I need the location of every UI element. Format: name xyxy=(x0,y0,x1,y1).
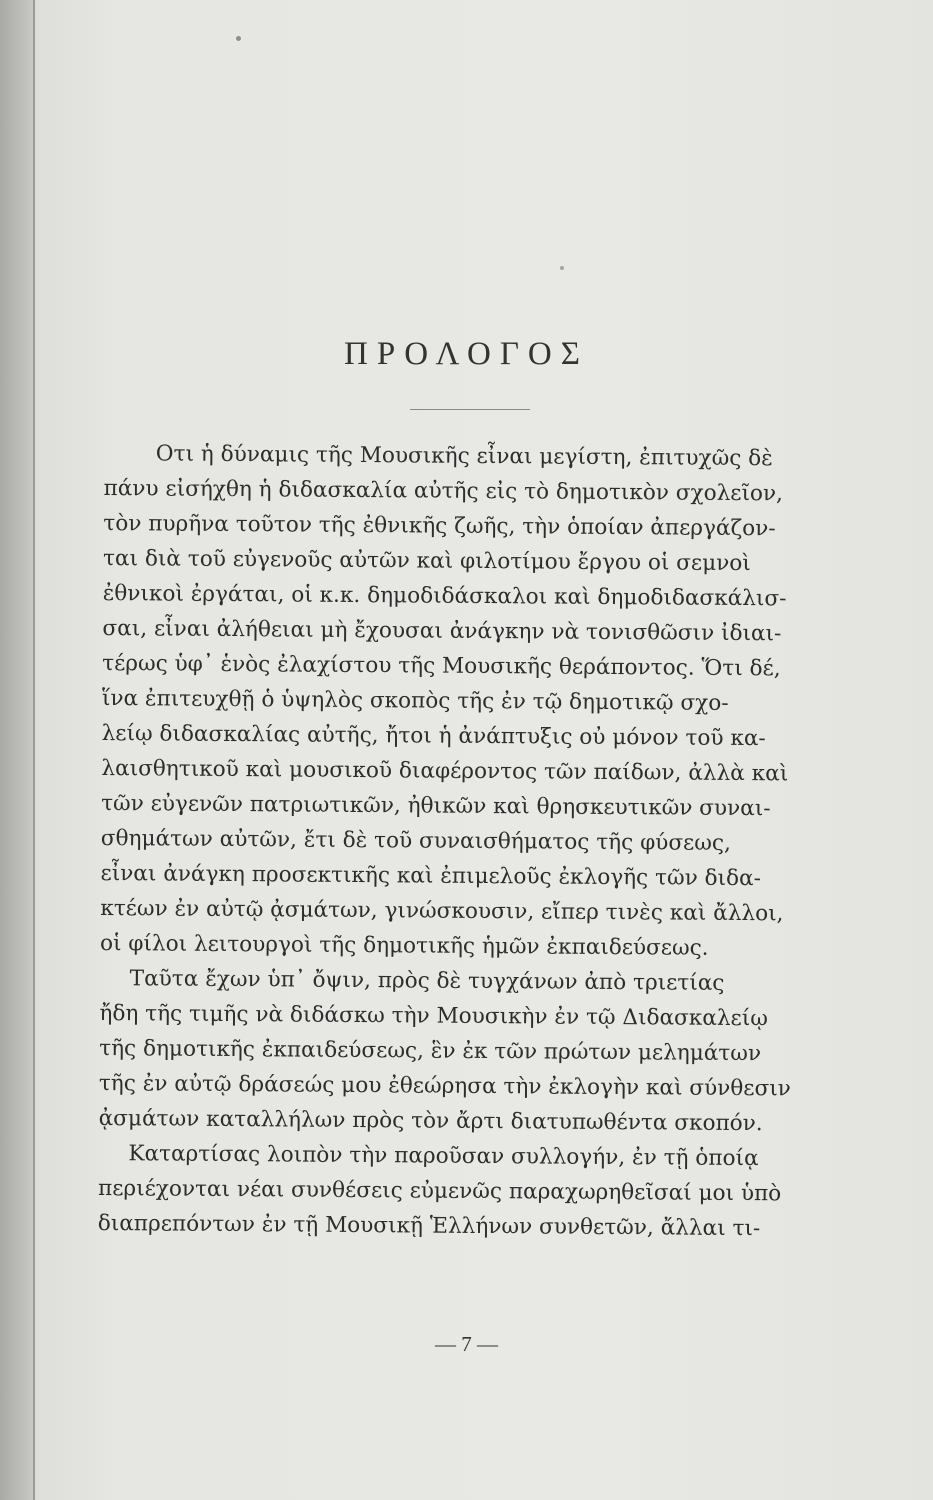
text-line: τῆς ἐν αὐτῷ δράσεώς μου ἐθεώρησα τὴν ἐκλογὴν καὶ σύνθεσιν xyxy=(98,1070,791,1102)
text-line: σαι, εἶναι ἀλήθειαι μὴ ἔχουσαι ἀνάγκην νὰ τονισθῶσιν ἰδιαι- xyxy=(102,615,782,647)
paper-speck xyxy=(236,36,241,41)
text-line: ἐθνικοὶ ἐργάται, οἱ κ.κ. δημοδιδάσκαλοι καὶ δημοδιδασκάλισ- xyxy=(102,580,787,612)
page-number: — 7 — xyxy=(435,1332,498,1356)
text-line: ᾀσμάτων καταλλήλων πρὸς τὸν ἄρτι διατυπωθέντα σκοπόν. xyxy=(98,1105,763,1137)
paper-speck xyxy=(560,266,564,270)
text-line: τῶν εὐγενῶν πατριωτικῶν, ἠθικῶν καὶ θρησκευτικῶν συναι- xyxy=(101,790,771,822)
text-line: σθημάτων αὐτῶν, ἔτι δὲ τοῦ συναισθήματος τῆς φύσεως, xyxy=(100,825,731,856)
text-line: πάνυ εἰσήχθη ἡ διδασκαλία αὐτῆς εἰς τὸ δημοτικὸν σχολεῖον, xyxy=(103,475,784,507)
text-line: Ταῦτα ἔχων ὑπ᾽ ὄψιν, πρὸς δὲ τυγχάνων ἀπὸ τριετίας xyxy=(129,966,725,996)
text-line: ται διὰ τοῦ εὐγενοῦς αὐτῶν καὶ φιλοτίμου ἔργου οἱ σεμνοὶ xyxy=(102,545,751,577)
text-line: διαπρεπόντων ἐν τῇ Μουσικῇ Ἑλλήνων συνθετῶν, ἄλλαι τι- xyxy=(97,1210,761,1242)
text-line: Καταρτίσας λοιπὸν τὴν παροῦσαν συλλογήν, ἐν τῇ ὁποίᾳ xyxy=(128,1141,759,1172)
text-line: τέρως ὑφ᾽ ἑνὸς ἐλαχίστου τῆς Μουσικῆς θεράποντος. Ὅτι δέ, xyxy=(102,650,781,682)
text-line: ἤδη τῆς τιμῆς νὰ διδάσκω τὴν Μουσικὴν ἐν τῷ Διδασκαλείῳ xyxy=(99,1000,768,1032)
text-line: εἶναι ἀνάγκη προσεκτικῆς καὶ ἐπιμελοῦς ἐκλογῆς τῶν διδα- xyxy=(100,860,762,892)
text-line: τῆς δημοτικῆς ἐκπαιδεύσεως, ἓν ἐκ τῶν πρώτων μελημάτων xyxy=(99,1035,762,1067)
text-line: οἱ φίλοι λειτουργοὶ τῆς δημοτικῆς ἡμῶν ἐκπαιδεύσεως. xyxy=(99,930,709,961)
page-title: ΠΡΟΛΟΓΟΣ xyxy=(344,336,589,372)
text-line: τὸν πυρῆνα τοῦτον τῆς ἐθνικῆς ζωῆς, τὴν ὁποίαν ἀπεργάζον- xyxy=(103,510,776,542)
text-line: Οτι ἡ δύναμις τῆς Μουσικῆς εἶναι μεγίστη, ἐπιτυχῶς δὲ xyxy=(155,441,773,472)
title-divider xyxy=(410,409,530,410)
binding-edge xyxy=(33,0,35,1500)
binding-shadow xyxy=(0,0,33,1500)
text-line: κτέων ἐν αὐτῷ ᾀσμάτων, γινώσκουσιν, εἴπερ τινὲς καὶ ἄλλοι, xyxy=(100,895,784,927)
text-line: περιέχονται νέαι συνθέσεις εὐμενῶς παραχωρηθεῖσαί μοι ὑπὸ xyxy=(97,1175,782,1207)
text-line: ἵνα ἐπιτευχθῇ ὁ ὑψηλὸς σκοπὸς τῆς ἐν τῷ δημοτικῷ σχο- xyxy=(101,685,729,716)
text-line: λείῳ διδασκαλίας αὐτῆς, ἤτοι ἡ ἀνάπτυξις οὐ μόνον τοῦ κα- xyxy=(101,720,766,752)
text-line: λαισθητικοῦ καὶ μουσικοῦ διαφέροντος τῶν παίδων, ἀλλὰ καὶ xyxy=(101,755,789,787)
body-text xyxy=(98,436,819,1247)
